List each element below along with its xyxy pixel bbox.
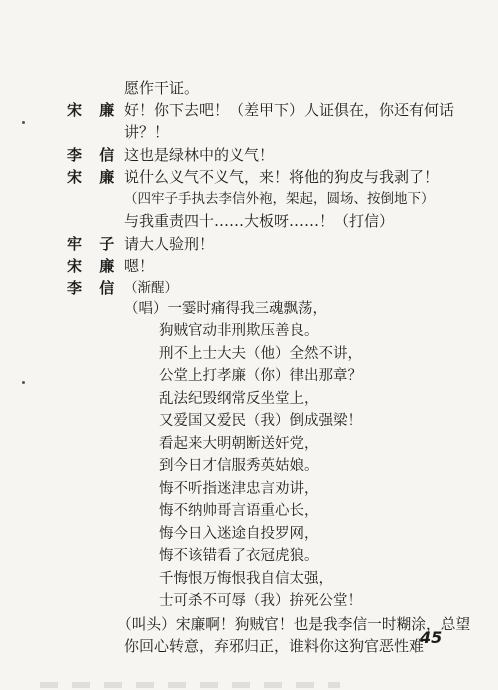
verse-line: 悔今日入迷途自投罗网，: [159, 526, 319, 542]
verse-line: 悔不纳帅哥言语重心长，: [159, 503, 319, 519]
print-speck: [22, 381, 25, 384]
speaker-label: 宋 廉: [67, 257, 121, 275]
verse-line: 士可杀不可辱（我）拚死公堂！: [159, 593, 362, 609]
verse-line: （唱）一霎时痛得我三魂飘荡，: [124, 301, 327, 317]
print-speck: [22, 121, 25, 124]
text-line: 请大人验刑！: [124, 235, 215, 253]
verse-line: 看起来大明朝断送奸党，: [159, 436, 319, 452]
verse-line: 又爱国又爱民（我）倒成强梁！: [159, 413, 362, 429]
stage-direction: （渐醒）: [124, 280, 178, 296]
speaker-label: 李 信: [67, 279, 121, 297]
verse-line: 乱法纪毁纲常反坐堂上，: [159, 391, 319, 407]
verse-line: 悔不该错看了衣冠虎狼。: [159, 548, 319, 564]
text-line: 嗯！: [124, 257, 155, 275]
page-number: 45: [420, 628, 443, 647]
verse-line: 千悔恨万悔恨我自信太强，: [159, 571, 333, 587]
speaker-label: 牢 子: [67, 235, 121, 253]
verse-line: 到今日才信服秀英姑娘。: [159, 458, 319, 474]
speaker-label: 宋 廉: [67, 101, 121, 119]
text-line: 好！你下去吧！（差甲下）人证俱在，你还有何话: [124, 101, 455, 119]
text-line: （叫头）宋廉啊！狗贼官！也是我李信一时糊涂，总望: [117, 615, 471, 633]
speaker-label: 李 信: [67, 146, 121, 164]
text-line: 这也是绿林中的义气！: [124, 146, 275, 164]
text-line: 愿作干证。: [124, 79, 200, 97]
stage-direction: （四牢子手执去李信外袍，架起，圆场、按倒地下）: [124, 191, 435, 207]
verse-line: 狗贼官动非刑欺压善良。: [159, 323, 319, 339]
text-line: 讲？！: [124, 123, 170, 141]
verse-line: 刑不上士大夫（他）全然不讲，: [159, 346, 362, 362]
speaker-label: 宋 廉: [67, 168, 121, 186]
verse-line: 悔不听指迷津忠言劝讲，: [159, 481, 319, 497]
bottom-smudge: [40, 682, 340, 688]
text-line: 你回心转意，弃邪归正，谁料你这狗官恶性难: [124, 637, 425, 655]
text-line: 与我重责四十……大板呀……！（打信）: [124, 212, 395, 230]
text-line: 说什么义气不义气，来！将他的狗皮与我剥了！: [124, 168, 440, 186]
verse-line: 公堂上打孝廉（你）律出那章？: [159, 368, 362, 384]
